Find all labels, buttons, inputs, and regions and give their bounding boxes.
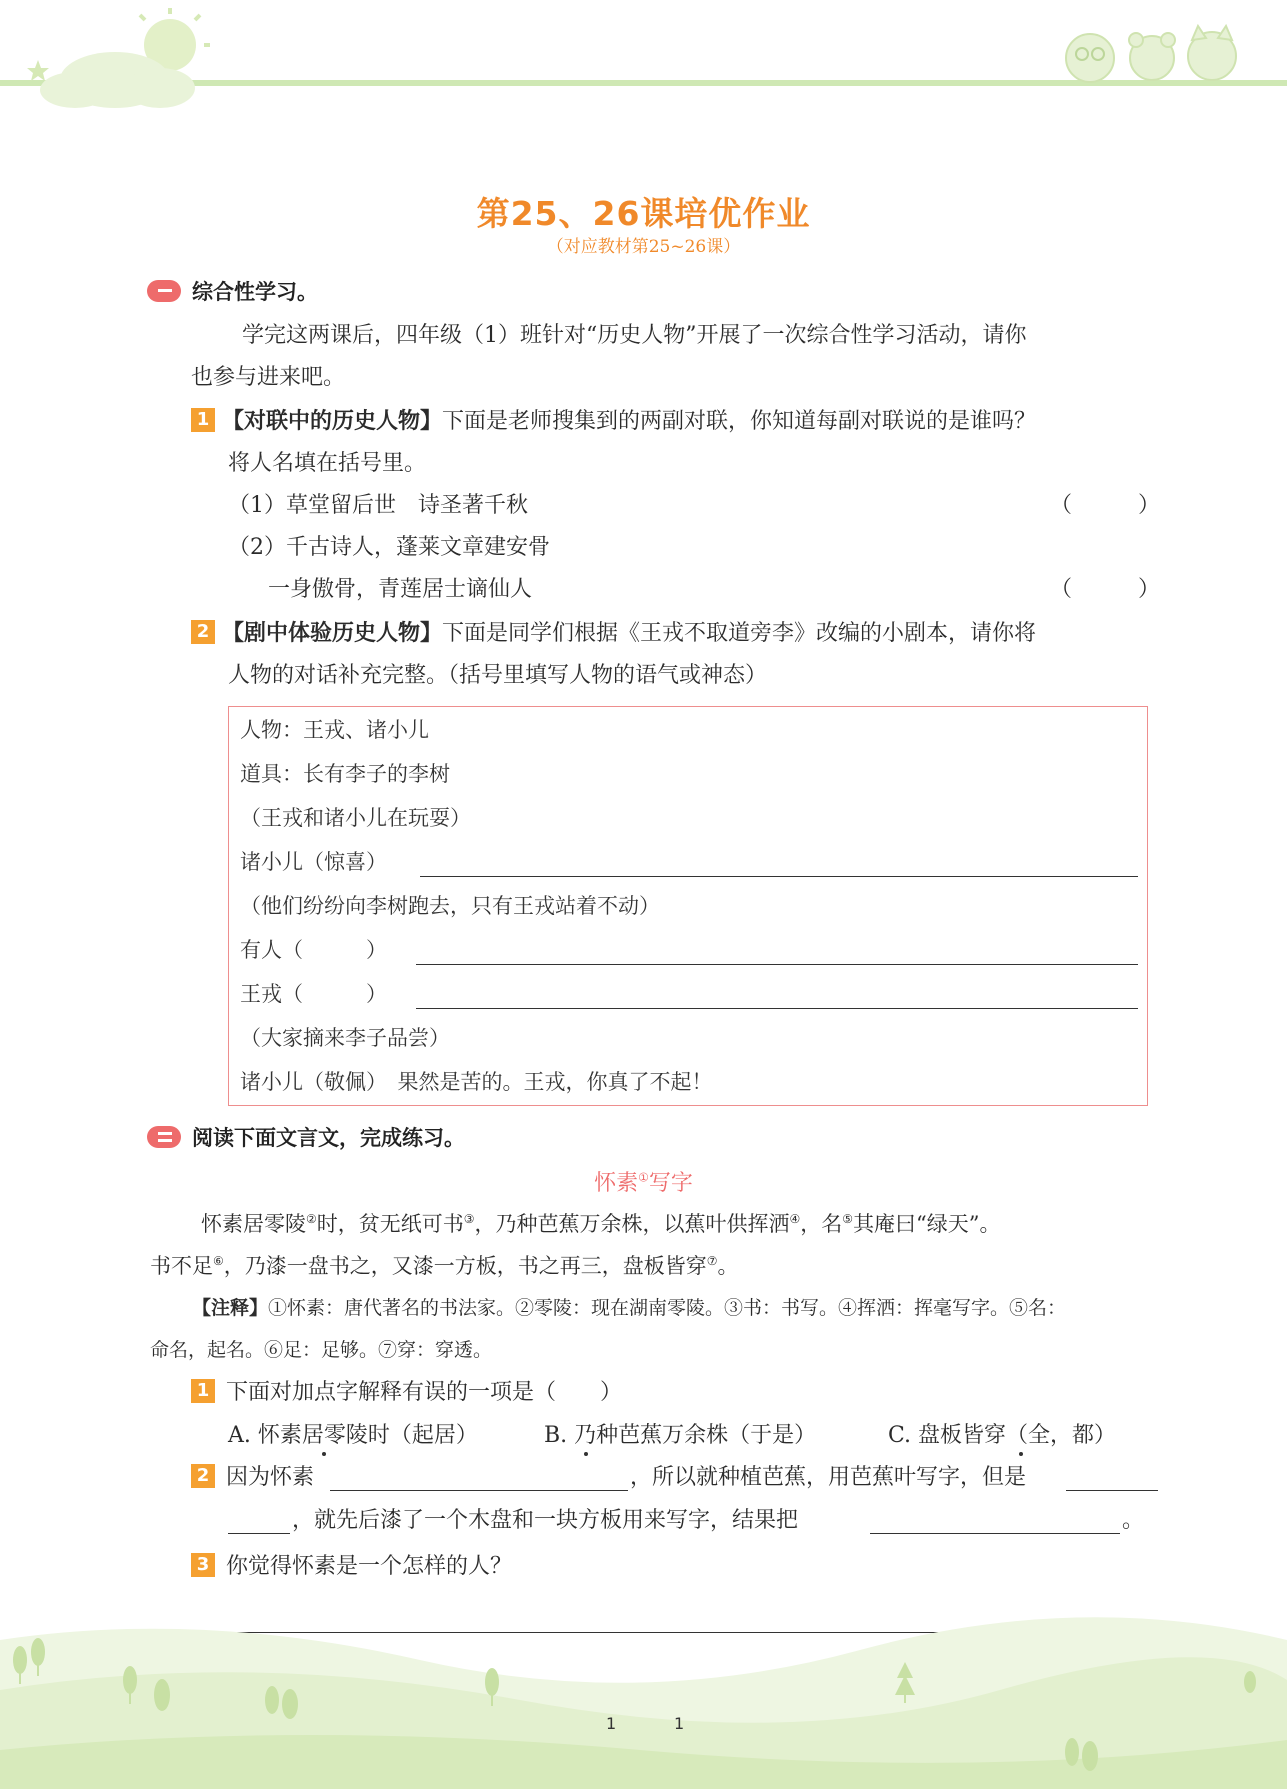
landscape-footer-icon [0, 1600, 1287, 1789]
page-title: 第25、26课培优作业 [476, 194, 811, 233]
script-line: （王戎和诸小儿在玩耍） [240, 806, 471, 830]
question-number-badge: 1 [191, 1379, 215, 1403]
question-number-badge: 3 [191, 1553, 215, 1577]
passage-line-2 [150, 1250, 739, 1280]
passage-text: 其庵曰“绿天”。 [853, 1212, 1001, 1236]
option-a[interactable]: A. 怀素居零陵时（起居） [228, 1423, 478, 1448]
emphasis-dot [1019, 1452, 1023, 1456]
intro-line-1: 学完这两课后，四年级（1）班针对“历史人物”开展了一次综合性学习活动，请你 [242, 323, 1027, 348]
question-text: 你觉得怀素是一个怎样的人？ [226, 1554, 513, 1579]
passage-text: 。 [717, 1254, 739, 1278]
question-text: 因为怀素 [226, 1465, 315, 1490]
question-text: 下面是同学们根据《王戎不取道旁李》改编的小剧本，请你将 [442, 621, 1037, 646]
answer-line[interactable] [416, 964, 1138, 965]
passage-title-text: 怀素 [594, 1171, 639, 1196]
emphasis-dot [322, 1452, 326, 1456]
option-b[interactable]: B. 乃种芭蕉万余株（于是） [544, 1423, 817, 1448]
section-two-title: 阅读下面文言文，完成练习。 [192, 1126, 465, 1150]
notes-text: ①怀素：唐代著名的书法家。②零陵：现在湖南零陵。③书：书写。④挥洒：挥毫写字。⑤名： [268, 1297, 1067, 1319]
question-number-badge: 2 [191, 620, 215, 644]
section-one-badge [147, 280, 181, 302]
passage-text: 时，贫无纸可书 [316, 1212, 464, 1236]
question-2-text [222, 616, 1036, 647]
page-number: 1 [606, 1714, 617, 1733]
couplet-1: （1）草堂留后世 诗圣著千秋 [228, 493, 528, 518]
answer-blank-2[interactable]: （ ） [1050, 577, 1161, 602]
question-text: 。 [1122, 1508, 1145, 1533]
question-text: 下面是老师搜集到的两副对联，你知道每副对联说的是谁吗？ [442, 409, 1037, 434]
footnote-marker: ③ [463, 1212, 475, 1226]
question-1-text [222, 404, 1036, 435]
emphasis-dot [584, 1452, 588, 1456]
notes-line-1 [192, 1293, 1066, 1320]
question-tag: 【对联中的历史人物】 [222, 409, 443, 434]
question-text: ，就先后漆了一个木盘和一块方板用来写字，结果把 [292, 1508, 799, 1533]
answer-line[interactable] [416, 1008, 1138, 1009]
answer-line[interactable] [420, 876, 1138, 877]
notes-tag: 【注释】 [192, 1297, 269, 1319]
question-number-badge: 1 [191, 408, 215, 432]
question-tag: 【剧中体验历史人物】 [222, 621, 443, 646]
question-text: ，所以就种植芭蕉，用芭蕉叶写字，但是 [630, 1465, 1027, 1490]
passage-title-text: 写字 [648, 1171, 693, 1196]
passage-text: ，乃漆一盘书之，又漆一方板，书之再三，盘板皆穿 [223, 1254, 707, 1278]
couplet-2a: （2）千古诗人，蓬莱文章建安骨 [228, 535, 550, 560]
footnote-marker: ① [638, 1170, 649, 1185]
script-line: 王戎（ ） [240, 982, 387, 1006]
passage-text: ，乃种芭蕉万余株，以蕉叶供挥洒 [474, 1212, 790, 1236]
passage-text: ，名 [800, 1212, 843, 1236]
script-line: 道具：长有李子的李树 [240, 762, 450, 786]
intro-line-2: 也参与进来吧。 [191, 365, 346, 390]
answer-line[interactable] [228, 1533, 290, 1534]
passage-text: 书不足 [150, 1254, 213, 1278]
script-line: 诸小儿（敬佩） 果然是苦的。王戎，你真了不起！ [240, 1070, 713, 1094]
answer-blank-1[interactable]: （ ） [1050, 493, 1161, 518]
answer-line[interactable] [1066, 1490, 1158, 1491]
footnote-marker: ⑤ [842, 1212, 854, 1226]
question-1-text-2: 将人名填在括号里。 [228, 451, 427, 476]
passage-line-1 [201, 1208, 1001, 1238]
footnote-marker: ② [306, 1212, 317, 1226]
answer-line[interactable] [870, 1533, 1120, 1534]
footnote-marker: ⑥ [213, 1254, 224, 1268]
script-line: （大家摘来李子品尝） [240, 1026, 450, 1050]
script-line: 人物：王戎、诸小儿 [240, 718, 429, 742]
footnote-marker: ④ [789, 1212, 801, 1226]
question-2-text-2: 人物的对话补充完整。（括号里填写人物的语气或神态） [228, 663, 768, 688]
section-two-badge [147, 1126, 181, 1148]
script-line: （他们纷纷向李树跑去，只有王戎站着不动） [240, 894, 660, 918]
script-line: 诸小儿（惊喜） [240, 850, 387, 874]
sun-cloud-icon [20, 0, 210, 115]
answer-line[interactable] [330, 1490, 628, 1491]
section-one-title: 综合性学习。 [192, 280, 318, 304]
passage-title [0, 1166, 1287, 1197]
question-number-badge: 2 [191, 1464, 215, 1488]
option-c[interactable]: C. 盘板皆穿（全，都） [888, 1423, 1117, 1448]
page-subtitle: （对应教材第25~26课） [546, 237, 741, 257]
couplet-2b: 一身傲骨，青莲居士谪仙人 [268, 577, 533, 602]
notes-line-2: 命名，起名。⑥足：足够。⑦穿：穿透。 [150, 1339, 493, 1361]
footnote-marker: ⑦ [706, 1254, 718, 1268]
page-number: 1 [674, 1714, 685, 1733]
animal-faces-icon [1060, 20, 1250, 85]
question-text: 下面对加点字解释有误的一项是（ ） [226, 1380, 623, 1405]
passage-text: 怀素居零陵 [201, 1212, 306, 1236]
script-line: 有人（ ） [240, 938, 387, 962]
